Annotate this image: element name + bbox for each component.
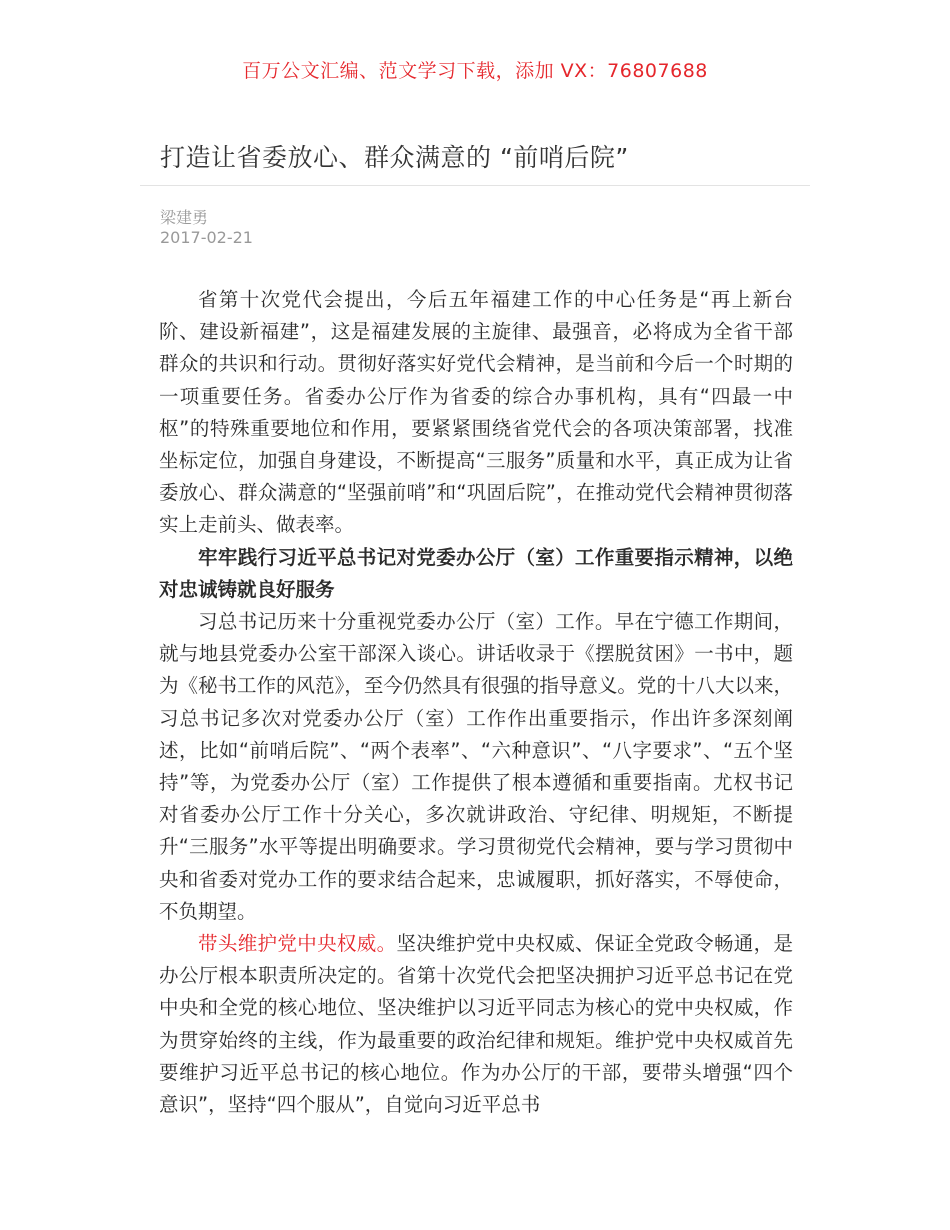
paragraph-3-lead: 带头维护党中央权威。 bbox=[198, 932, 397, 956]
paragraph-3-text: 坚决维护党中央权威、保证全党政令畅通，是办公厅根本职责所决定的。省第十次党代会把坚决拥护习近平总书记在党中央和全党的核心地位、坚决维护以习近平同志为核心的党中央权威，作为贯穿始终的主线，作为最重要的政治纪律和规矩。维护党中央权威首先要维护习近平总书记的核心地位。作为办公厅的干部，要带头增强“四个意识”，坚持“四个服从”，自觉向习近平总书 bbox=[159, 932, 793, 1117]
paragraph-3 bbox=[159, 928, 793, 1121]
section-heading: 牢牢践行习近平总书记对党委办公厅（室）工作重要指示精神，以绝对忠诚铸就良好服务 bbox=[159, 545, 793, 601]
article-title: 打造让省委放心、群众满意的 “前哨后院” bbox=[160, 143, 629, 172]
article-author: 梁建勇 bbox=[160, 208, 209, 227]
title-divider bbox=[140, 185, 810, 186]
download-banner: 百万公文汇编、范文学习下载，添加 VX：76807688 bbox=[242, 60, 708, 82]
paragraph-2: 习总书记历来十分重视党委办公厅（室）工作。早在宁德工作期间，就与地县党委办公室干部深入谈心。讲话收录于《摆脱贫困》一书中，题为《秘书工作的风范》，至今仍然具有很强的指导意义。党的十八大以来，习总书记多次对党委办公厅（室）工作作出重要指示，作出许多深刻阐述，比如“前哨后院”、“两个表率”、“六种意识”、“八字要求”、“五个坚持”等，为党委办公厅（室）工作提供了根本遵循和重要指南。尤权书记对省委办公厅工作十分关心，多次就讲政治、守纪律、明规矩，不断提升“三服务”水平等提出明确要求。学习贯彻党代会精神，要与学习贯彻中央和省委对党办工作的要求结合起来，忠诚履职，抓好落实，不辱使命，不负期望。 bbox=[159, 610, 793, 923]
article-date: 2017-02-21 bbox=[160, 228, 253, 247]
article-body bbox=[159, 284, 793, 1121]
paragraph-1: 省第十次党代会提出，今后五年福建工作的中心任务是“再上新台阶、建设新福建”，这是福建发展的主旋律、最强音，必将成为全省干部群众的共识和行动。贯彻好落实好党代会精神，是当前和今后一个时期的一项重要任务。省委办公厅作为省委的综合办事机构，具有“四最一中枢”的特殊重要地位和作用，要紧紧围绕省党代会的各项决策部署，找准坐标定位，加强自身建设，不断提高“三服务”质量和水平，真正成为让省委放心、群众满意的“坚强前哨”和“巩固后院”，在推动党代会精神贯彻落实上走前头、做表率。 bbox=[159, 288, 793, 537]
